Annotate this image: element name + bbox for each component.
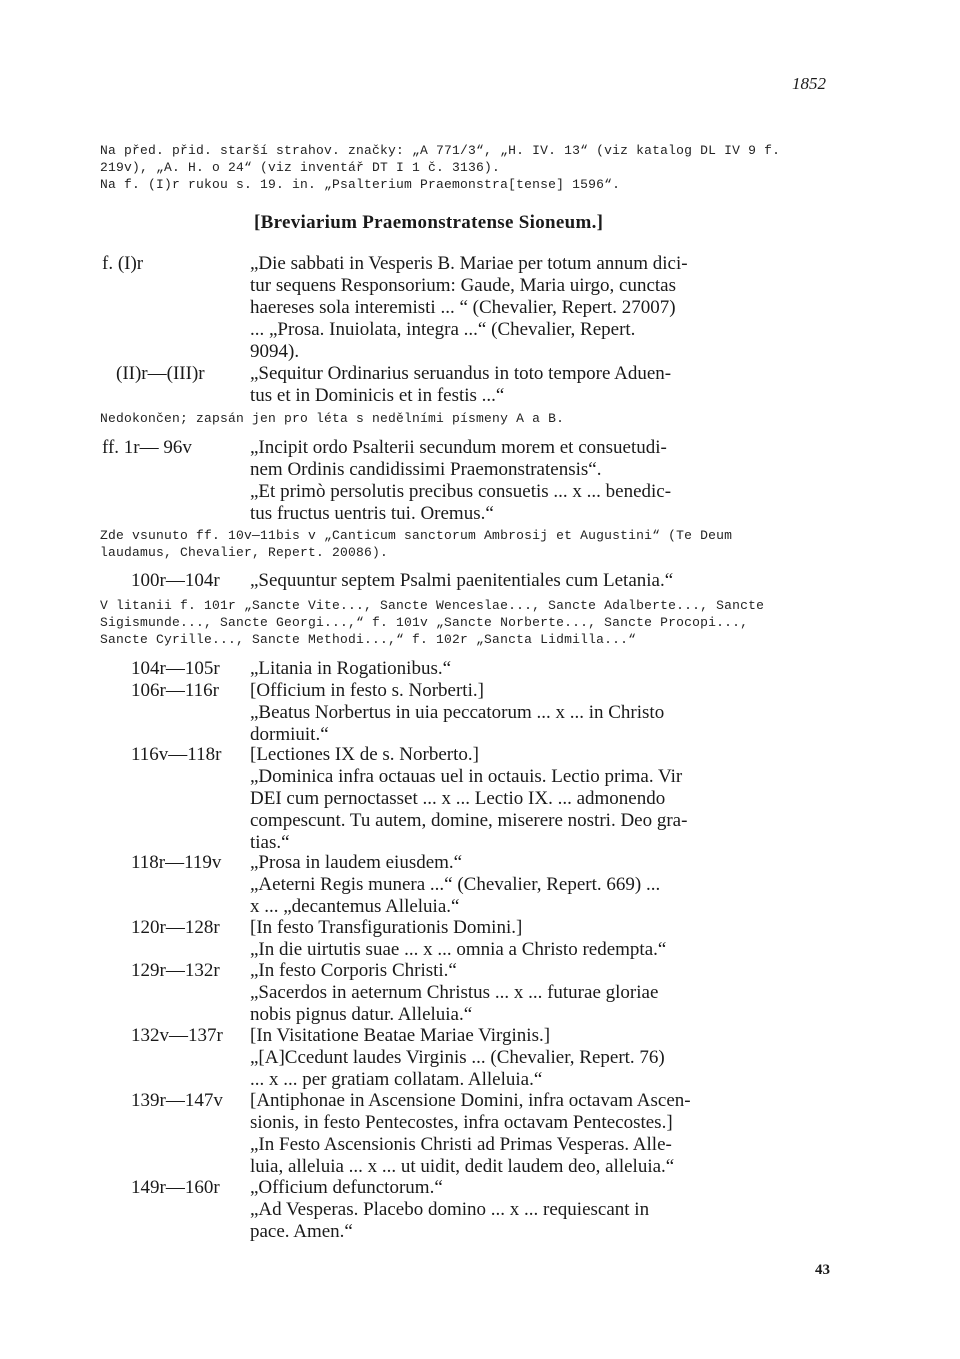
- folio-label: (II)r—(III)r: [116, 363, 205, 384]
- entry-text: [250, 658, 830, 680]
- entry-line: „Incipit ordo Psalterii secundum morem et consuetudi-: [250, 437, 667, 458]
- note-line: Zde vsunuto ff. 10v—11bis v „Canticum sanctorum Ambrosij et Augustini“ (Te Deum: [100, 528, 733, 543]
- folio-label: 100r—104r: [131, 570, 220, 591]
- top-notes: [100, 142, 830, 193]
- entry-line: „Dominica infra octauas uel in octauis. Lectio prima. Vir: [250, 766, 683, 787]
- folio-label: 116v—118r: [131, 744, 222, 765]
- note-line: Sigismunde..., Sancte Georgi...,“ f. 101v „Sancte Norberte..., Sancte Procopi...,: [100, 615, 749, 630]
- entry-line: ... x ... per gratiam collatam. Alleluia.“: [250, 1069, 543, 1090]
- entry-text: [250, 1090, 830, 1178]
- folio-number: 43: [815, 1262, 830, 1278]
- note-line: 219v), „A. H. o 24“ (viz inventář DT I 1 č. 3136).: [100, 160, 501, 175]
- entry-line: tur sequens Responsorium: Gaude, Maria uirgo, cunctas: [250, 275, 677, 296]
- entry-line: „Sequitur Ordinarius seruandus in toto tempore Aduen-: [250, 363, 672, 384]
- folio-label: 129r—132r: [131, 960, 220, 981]
- entry-line: „Litania in Rogationibus.“: [250, 658, 452, 679]
- entry-line: luia, alleluia ... x ... ut uidit, dedit laudem deo, alleluia.“: [250, 1156, 675, 1177]
- entry-line: sionis, in festo Pentecostes, infra octavam Pentecostes.]: [250, 1112, 673, 1133]
- folio-label: 132v—137r: [131, 1025, 223, 1046]
- entry-text: [250, 852, 830, 918]
- note-vsunuto: [100, 527, 830, 561]
- entry-text: [250, 1177, 830, 1243]
- entry-line: „Et primò persolutis precibus consuetis ... x ... benedic-: [250, 481, 672, 502]
- folio-label: 106r—116r: [131, 680, 219, 701]
- note-line: Nedokončen; zapsán jen pro léta s nedělními písmeny A a B.: [100, 411, 565, 426]
- entry-line: ... „Prosa. Inuiolata, integra ...“ (Chevalier, Repert.: [250, 319, 636, 340]
- note-line: Na před. přid. starší strahov. značky: „A 771/3“, „H. IV. 13“ (viz katalog DL IV 9 f.: [100, 143, 781, 158]
- entry-line: „In die uirtutis suae ... x ... omnia a Christo redempta.“: [250, 939, 667, 960]
- entry-line: „Prosa in laudem eiusdem.“: [250, 852, 463, 873]
- page-title: [Breviarium Praemonstratense Sioneum.]: [254, 212, 604, 233]
- entry-line: „Sequuntur septem Psalmi paenitentiales cum Letania.“: [250, 570, 674, 591]
- entry-text: [250, 570, 830, 592]
- note-nedokoncen: [100, 410, 830, 427]
- entry-text: [250, 680, 830, 746]
- entry-text: [250, 917, 830, 961]
- note-line: Na f. (I)r rukou s. 19. in. „Psalterium Praemonstra[tense] 1596“.: [100, 177, 621, 192]
- entry-line: pace. Amen.“: [250, 1221, 353, 1242]
- folio-label: f. (I)r: [102, 253, 144, 274]
- entry-line: nobis pignus datur. Alleluia.“: [250, 1004, 473, 1025]
- entry-text: [250, 253, 830, 363]
- entry-text: [250, 363, 830, 407]
- entry-line: „Ad Vesperas. Placebo domino ... x ... requiescant in: [250, 1199, 650, 1220]
- folio-label: 118r—119v: [131, 852, 222, 873]
- folio-label: 104r—105r: [131, 658, 220, 679]
- entry-line: „Beatus Norbertus in uia peccatorum ... x ... in Christo: [250, 702, 665, 723]
- entry-text: [250, 437, 830, 525]
- entry-line: [Officium in festo s. Norberti.]: [250, 680, 484, 701]
- folio-label: ff. 1r— 96v: [102, 437, 192, 458]
- entry-line: tus fructus uentris tui. Oremus.“: [250, 503, 494, 524]
- entry-line: [Lectiones IX de s. Norberto.]: [250, 744, 479, 765]
- note-line: Sancte Cyrille..., Sancte Methodi...,“ f. 102r „Sancta Lidmilla...“: [100, 632, 637, 647]
- entry-line: compescunt. Tu autem, domine, miserere nostri. Deo gra-: [250, 810, 688, 831]
- page-number: 1852: [792, 74, 826, 93]
- entry-line: dormiuit.“: [250, 724, 329, 745]
- entry-text: [250, 1025, 830, 1091]
- entry-line: nem Ordinis candidissimi Praemonstratensis“.: [250, 459, 602, 480]
- entry-line: „Sacerdos in aeternum Christus ... x ... futurae gloriae: [250, 982, 659, 1003]
- note-litanii: [100, 597, 830, 648]
- entry-line: „Die sabbati in Vesperis B. Mariae per totum annum dici-: [250, 253, 688, 274]
- entry-line: 9094).: [250, 341, 300, 362]
- folio-label: 149r—160r: [131, 1177, 220, 1198]
- entry-line: „[A]Ccedunt laudes Virginis ... (Chevalier, Repert. 76): [250, 1047, 665, 1068]
- entry-line: tias.“: [250, 832, 290, 853]
- entry-line: „Aeterni Regis munera ...“ (Chevalier, Repert. 669) ...: [250, 874, 661, 895]
- entry-line: [Antiphonae in Ascensione Domini, infra octavam Ascen-: [250, 1090, 691, 1111]
- entry-line: „In festo Corporis Christi.“: [250, 960, 457, 981]
- folio-label: 120r—128r: [131, 917, 220, 938]
- note-line: laudamus, Chevalier, Repert. 20086).: [100, 545, 389, 560]
- entry-line: [In festo Transfigurationis Domini.]: [250, 917, 523, 938]
- note-line: V litanii f. 101r „Sancte Vite..., Sancte Wenceslae..., Sancte Adalberte..., Sancte: [100, 598, 765, 613]
- entry-line: x ... „decantemus Alleluia.“: [250, 896, 460, 917]
- entry-line: „Officium defunctorum.“: [250, 1177, 443, 1198]
- entry-line: [In Visitatione Beatae Mariae Virginis.]: [250, 1025, 551, 1046]
- entry-line: haereses sola interemisti ... “ (Chevalier, Repert. 27007): [250, 297, 676, 318]
- entry-line: „In Festo Ascensionis Christi ad Primas Vesperas. Alle-: [250, 1134, 672, 1155]
- entry-line: DEI cum pernoctasset ... x ... Lectio IX. ... admonendo: [250, 788, 666, 809]
- entry-line: tus et in Dominicis et in festis ...“: [250, 385, 505, 406]
- folio-label: 139r—147v: [131, 1090, 223, 1111]
- entry-text: [250, 960, 830, 1026]
- entry-text: [250, 744, 830, 854]
